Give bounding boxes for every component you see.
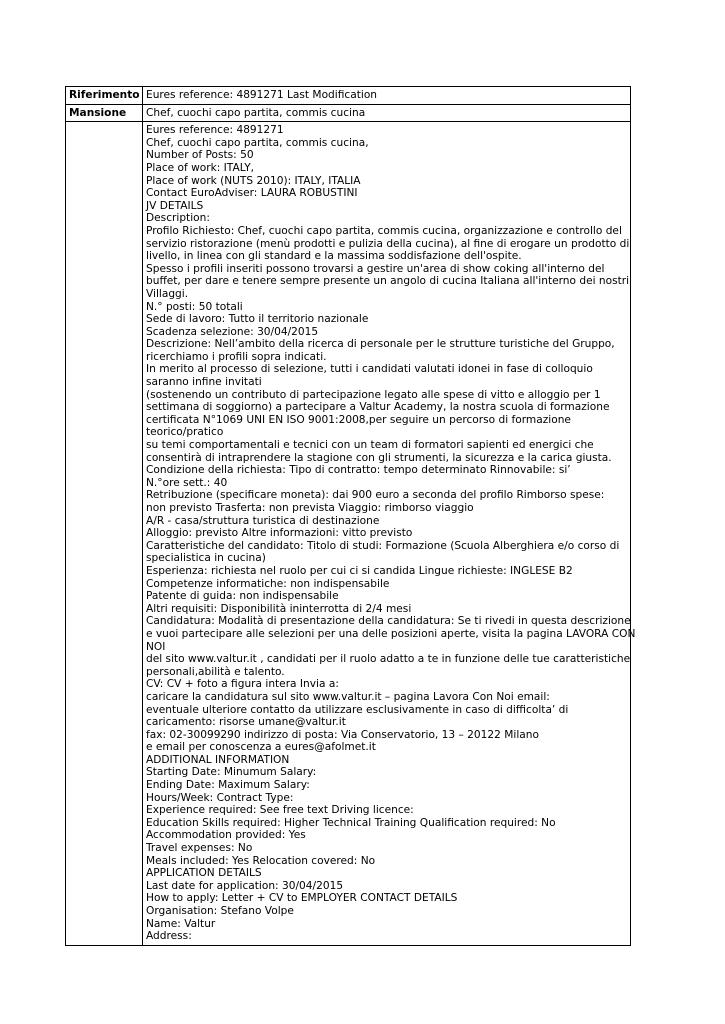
- description-line: Sede di lavoro: Tutto il territorio nazionale: [146, 313, 369, 326]
- mansione-value: Chef, cuochi capo partita, commis cucina: [143, 104, 631, 122]
- description-line: N.° posti: 50 totali: [146, 300, 243, 313]
- description-line: Competenze informatiche: non indispensabile: [146, 577, 390, 590]
- description-line: Contact EuroAdviser: LAURA ROBUSTINI: [146, 187, 358, 200]
- description-line: Last date for application: 30/04/2015: [146, 879, 344, 892]
- description-line: fax: 02-30099290 indirizzo di posta: Via Conservatorio, 13 – 20122 Milano: [146, 728, 539, 741]
- description-line: Organisation: Stefano Volpe: [146, 905, 294, 917]
- description-line: buffet, per dare e tenere sempre presente un angolo di cucina Italiana all'interno dei nostri: [146, 275, 630, 288]
- description-line: consentirà di intraprendere la stagione con gli strumenti, la sicurezza e la carica giusta.: [146, 451, 612, 464]
- riferimento-value: Eures reference: 4891271 Last Modification: [143, 87, 631, 105]
- description-line: saranno infine invitati: [146, 376, 262, 389]
- description-line: e email per conoscenza a eures@afolmet.it: [146, 741, 376, 754]
- description-line: e vuoi partecipare alle selezioni per una delle posizioni aperte, visita la pagina LAVORA CON: [146, 627, 636, 640]
- riferimento-label: Riferimento: [66, 87, 143, 105]
- description-line: N.°ore sett.: 40: [146, 476, 228, 489]
- description-line: teorico/pratico: [146, 426, 224, 439]
- description-line: non previsto Trasferta: non prevista Viaggio: rimborso viaggio: [146, 502, 474, 514]
- description-line: JV DETAILS: [146, 199, 204, 212]
- mansione-label: Mansione: [66, 104, 143, 122]
- description-line: eventuale ulteriore contatto da utilizzare esclusivamente in caso di difficolta’ di: [146, 703, 569, 716]
- description-line: Retribuzione (specificare moneta): dai 900 euro a seconda del profilo Rimborso spese:: [146, 489, 605, 502]
- description-line: NOI: [146, 640, 166, 653]
- description-line: certificata N°1069 UNI EN ISO 9001:2008,per seguire un percorso di formazione: [146, 413, 571, 426]
- empty-label-cell: [66, 122, 143, 946]
- description-line: settimana di soggiorno) a partecipare a Valtur Academy, la nostra scuola di formazione: [146, 401, 610, 414]
- job-vacancy-table: [65, 86, 636, 946]
- description-line: Profilo Richiesto: Chef, cuochi capo partita, commis cucina, organizzazione e controllo del: [146, 224, 622, 237]
- description-line: servizio ristorazione (menù prodotti e pulizia della cucina), al fine di erogare un prodotto di: [146, 237, 630, 250]
- description-line: Spesso i profili inseriti possono trovarsi a gestire un'area di show coking all'interno del: [146, 262, 605, 275]
- description-line: Eures reference: 4891271: [146, 124, 284, 137]
- description-line: specialistica in cucina): [146, 552, 266, 565]
- description-line: ricerchiamo i profili sopra indicati.: [146, 350, 327, 363]
- description-line: In merito al processo di selezione, tutti i candidati valutati idonei in fase di colloquio: [146, 363, 593, 376]
- description-line: livello, in linea con gli standard e la massima soddisfazione dell'ospite.: [146, 250, 522, 263]
- description-line: Name: Valtur: [146, 917, 216, 930]
- description-line: Hours/Week: Contract Type:: [146, 791, 294, 804]
- description-line: Accommodation provided: Yes: [146, 829, 306, 842]
- description-line: Experience required: See free text Driving licence:: [146, 804, 414, 817]
- description-line: Meals included: Yes Relocation covered: No: [146, 854, 376, 867]
- description-line: Description:: [146, 212, 210, 225]
- description-line: APPLICATION DETAILS: [146, 867, 262, 880]
- table-row: [66, 87, 631, 105]
- description-line: Condizione della richiesta: Tipo di contratto: tempo determinato Rinnovabile: si’: [146, 464, 571, 477]
- description-line: Alloggio: previsto Altre informazioni: vitto previsto: [146, 527, 413, 540]
- description-line: Education Skills required: Higher Technical Training Qualification required: No: [146, 816, 556, 829]
- description-line: Travel expenses: No: [146, 842, 253, 855]
- description-line: Number of Posts: 50: [146, 149, 254, 162]
- description-line: su temi comportamentali e tecnici con un team di formatori sapienti ed energici che: [146, 439, 594, 452]
- vacancy-description-cell: [143, 122, 636, 946]
- description-line: Descrizione: Nell’ambito della ricerca di personale per le strutture turistiche del Gruppo,: [146, 338, 615, 351]
- description-line: CV: CV + foto a figura intera Invia a:: [146, 678, 339, 691]
- table-row: [66, 122, 631, 946]
- description-line: ADDITIONAL INFORMATION: [146, 753, 290, 766]
- description-line: Place of work (NUTS 2010): ITALY, ITALIA: [146, 174, 361, 187]
- description-line: del sito www.valtur.it , candidati per il ruolo adatto a te in funzione delle tue caratteristiche: [146, 653, 631, 666]
- description-line: A/R - casa/struttura turistica di destinazione: [146, 514, 380, 527]
- description-line: Ending Date: Maximum Salary:: [146, 779, 310, 792]
- table-row: [66, 104, 631, 122]
- description-line: Starting Date: Minumum Salary:: [146, 766, 317, 779]
- description-line: Address:: [146, 930, 192, 943]
- description-line: Esperienza: richiesta nel ruolo per cui ci si candida Lingue richieste: INGLESE B2: [146, 564, 573, 577]
- description-line: Candidatura: Modalità di presentazione della candidatura: Se ti rivedi in questa descrizione: [146, 615, 631, 628]
- description-line: How to apply: Letter + CV to EMPLOYER CONTACT DETAILS: [146, 892, 458, 905]
- description-line: Chef, cuochi capo partita, commis cucina,: [146, 136, 369, 149]
- description-line: personali,abilità e talento.: [146, 665, 285, 678]
- description-line: Altri requisiti: Disponibilità ininterrotta di 2/4 mesi: [146, 602, 412, 615]
- description-line: Patente di guida: non indispensabile: [146, 590, 339, 603]
- description-line: caricare la candidatura sul sito www.valtur.it – pagina Lavora Con Noi email:: [146, 690, 550, 703]
- description-line: Caratteristiche del candidato: Titolo di studi: Formazione (Scuola Alberghiera e/o corso di: [146, 539, 620, 552]
- description-line: Scadenza selezione: 30/04/2015: [146, 325, 319, 338]
- description-line: Place of work: ITALY,: [146, 161, 255, 174]
- description-line: (sostenendo un contributo di partecipazione legato alle spese di vitto e alloggio per 1: [146, 388, 601, 401]
- description-line: Villaggi.: [146, 287, 189, 300]
- description-line: caricamento: risorse umane@valtur.it: [146, 716, 346, 729]
